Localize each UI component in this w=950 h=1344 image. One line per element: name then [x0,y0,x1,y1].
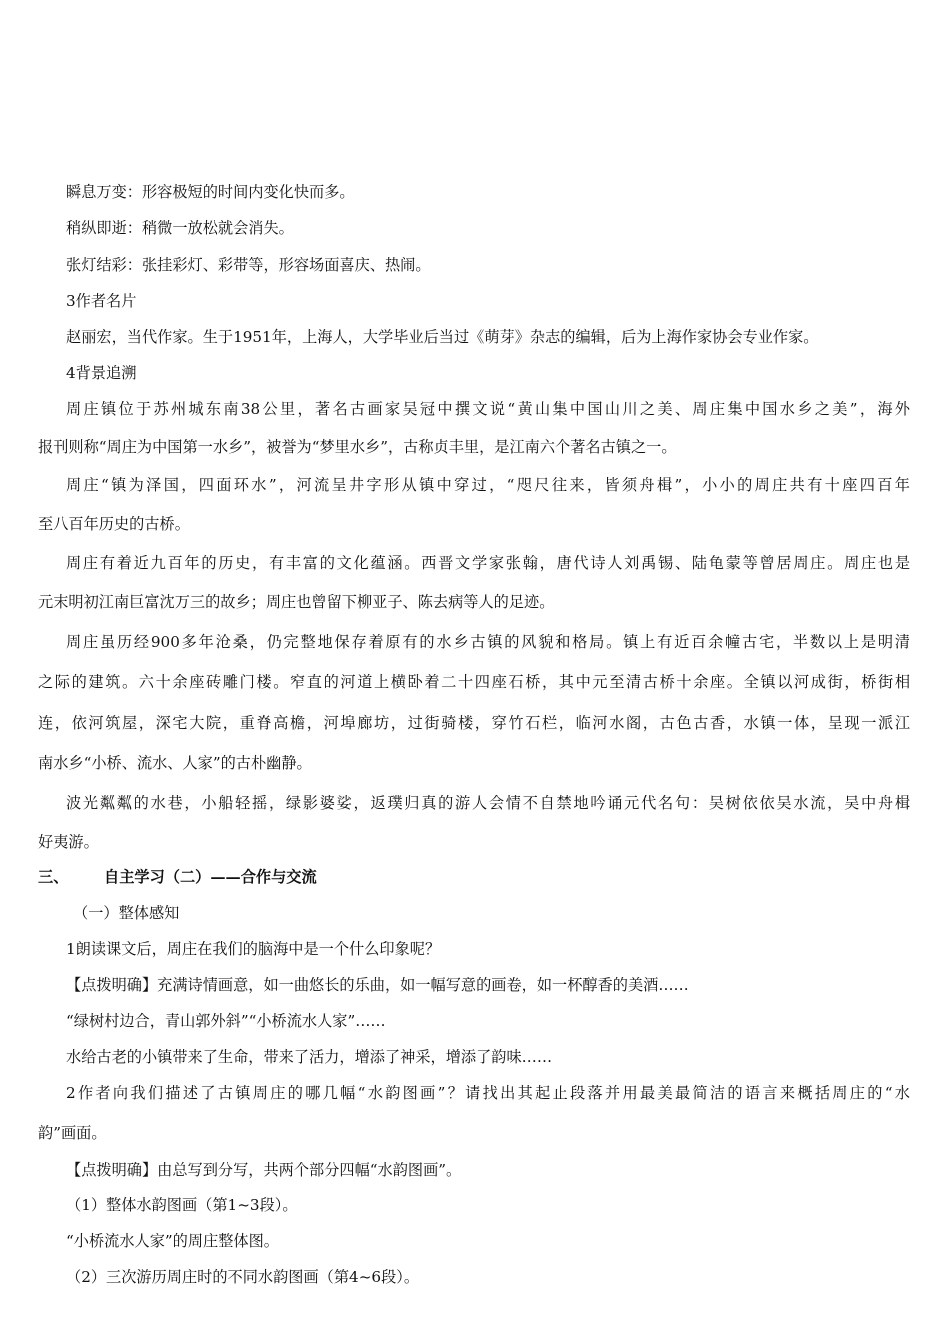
question-line: 1朗读课文后，周庄在我们的脑海中是一个什么印象呢？ [66,940,441,958]
paragraph-line: 赵丽宏，当代作家。生于1951年，上海人，大学毕业后当过《萌芽》杂志的编辑，后为上海作家协会专业作家。 [66,328,819,346]
answer-line: “小桥流水人家”的周庄整体图。 [66,1232,279,1250]
chapter-number: 三、 [38,868,69,886]
section-heading: 3作者名片 [66,292,137,310]
section-heading: 4背景追溯 [66,364,137,382]
chapter-heading: 自主学习（二）——合作与交流 [104,868,317,886]
question-line: 2作者向我们描述了古镇周庄的哪几幅“水韵图画”？请找出其起止段落并用最美最简洁的语言来概括周庄的“水 [66,1084,910,1102]
subsection-heading: （一）整体感知 [73,904,180,922]
idiom-definition: 瞬息万变：形容极短的时间内变化快而多。 [66,183,355,201]
paragraph-line: 波光粼粼的水巷，小船轻摇，绿影婆娑，返璞归真的游人会情不自禁地吟诵元代名句：吴树依依吴水流，吴中舟楫 [66,794,910,812]
answer-line: 【点拨明确】由总写到分写，共两个部分四幅“水韵图画”。 [66,1161,462,1179]
answer-line: “绿树村边合，青山郭外斜”“小桥流水人家”…… [66,1012,386,1030]
answer-line: 【点拨明确】充满诗情画意，如一曲悠长的乐曲，如一幅写意的画卷，如一杯醇香的美酒…… [66,976,689,994]
answer-line: 水给古老的小镇带来了生命，带来了活力，增添了神采，增添了韵味…… [66,1048,552,1066]
paragraph-line: 元末明初江南巨富沈万三的故乡；周庄也曾留下柳亚子、陈去病等人的足迹。 [38,593,555,611]
idiom-definition: 张灯结彩：张挂彩灯、彩带等，形容场面喜庆、热闹。 [66,256,431,274]
answer-line: （2）三次游历周庄时的不同水韵图画（第4~6段）。 [66,1268,420,1286]
paragraph-line: 周庄虽历经900多年沧桑，仍完整地保存着原有的水乡古镇的风貌和格局。镇上有近百余幢古宅，半数以上是明清 [66,633,910,651]
paragraph-line: 周庄镇位于苏州城东南38公里，著名古画家吴冠中撰文说“黄山集中国山川之美、周庄集中国水乡之美”，海外 [66,400,910,418]
paragraph-line: 周庄有着近九百年的历史，有丰富的文化蕴涵。西晋文学家张翰，唐代诗人刘禹锡、陆龟蒙等曾居周庄。周庄也是 [66,554,910,572]
idiom-definition: 稍纵即逝：稍微一放松就会消失。 [66,219,294,237]
answer-line: （1）整体水韵图画（第1~3段）。 [66,1196,298,1214]
question-line: 韵”画面。 [38,1124,107,1142]
paragraph-line: 好夷游。 [38,833,99,851]
paragraph-line: 周庄“镇为泽国，四面环水”，河流呈井字形从镇中穿过，“咫尺往来，皆须舟楫”，小小的周庄共有十座四百年 [66,476,910,494]
paragraph-line: 南水乡“小桥、流水、人家”的古朴幽静。 [38,754,312,772]
paragraph-line: 报刊则称“周庄为中国第一水乡”，被誉为“梦里水乡”，古称贞丰里，是江南六个著名古镇之一。 [38,438,677,456]
paragraph-line: 至八百年历史的古桥。 [38,515,190,533]
paragraph-line: 之际的建筑。六十余座砖雕门楼。窄直的河道上横卧着二十四座石桥，其中元至清古桥十余座。全镇以河成街，桥街相 [38,673,910,691]
paragraph-line: 连，依河筑屋，深宅大院，重脊高檐，河埠廊坊，过街骑楼，穿竹石栏，临河水阁，古色古香，水镇一体，呈现一派江 [38,714,910,732]
